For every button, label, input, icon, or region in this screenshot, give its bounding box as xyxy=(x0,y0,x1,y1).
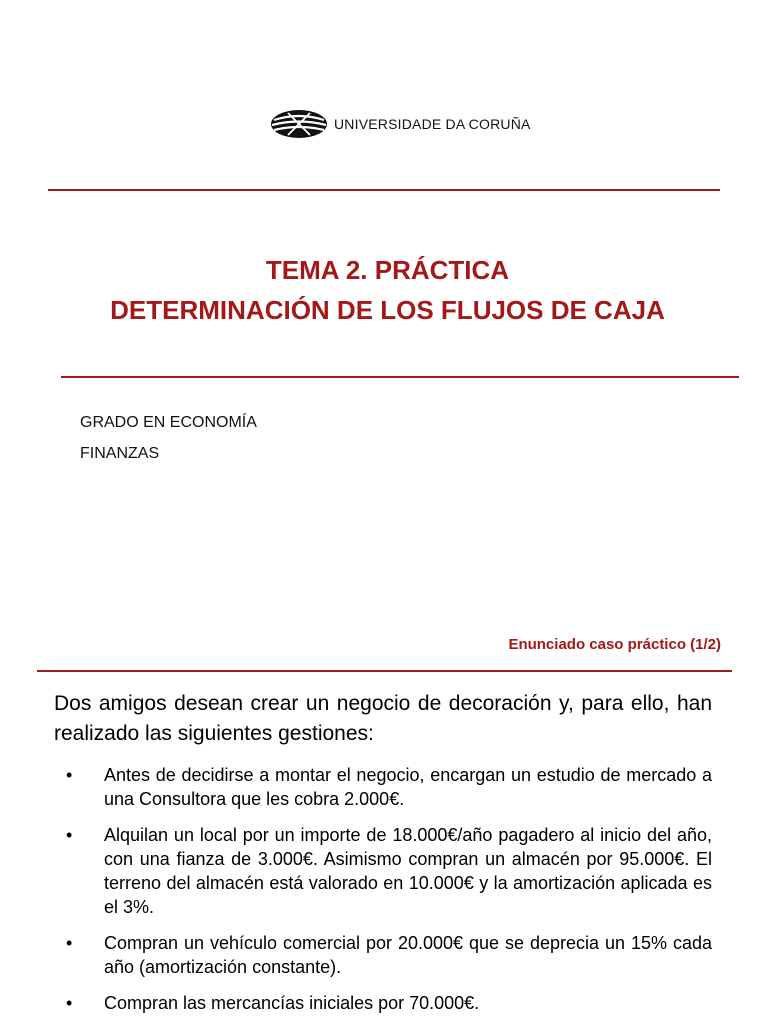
bullet-text: Compran las mercancías iniciales por 70.000€. xyxy=(104,993,480,1013)
subject-label: FINANZAS xyxy=(80,445,160,462)
divider-middle xyxy=(61,376,739,378)
university-logo xyxy=(270,108,531,140)
list-item xyxy=(66,823,712,919)
bullet-icon: • xyxy=(66,993,73,1013)
university-emblem-icon xyxy=(270,109,328,139)
intro-paragraph: Dos amigos desean crear un negocio de decoración y, para ello, han realizado las siguientes gestiones: xyxy=(54,692,712,745)
bullet-text: Compran un vehículo comercial por 20.000€ que se deprecia un 15% cada año (amortización constante). xyxy=(104,933,712,977)
bullet-icon: • xyxy=(66,765,73,785)
bullet-icon: • xyxy=(66,825,73,845)
list-item xyxy=(66,931,712,979)
page-title xyxy=(0,250,768,330)
bullet-icon: • xyxy=(66,933,73,953)
bullet-list xyxy=(66,763,712,1027)
bullet-text: Alquilan un local por un importe de 18.000€/año pagadero al inicio del año, con una fianza de 3.000€. Asimismo compran un almacén por 95.000€. El terreno del almacén está valorado en 10.000€ y la amortización aplicada es el 3%. xyxy=(104,825,712,917)
list-item xyxy=(66,763,712,811)
divider-section xyxy=(37,670,732,672)
list-item xyxy=(66,991,712,1015)
degree-label: GRADO EN ECONOMÍA xyxy=(80,414,257,431)
title-line-2: DETERMINACIÓN DE LOS FLUJOS DE CAJA xyxy=(110,295,665,325)
university-name: UNIVERSIDADE DA CORUÑA xyxy=(334,116,531,132)
title-line-1: TEMA 2. PRÁCTICA xyxy=(265,255,510,285)
bullet-text: Antes de decidirse a montar el negocio, encargan un estudio de mercado a una Consultora que les cobra 2.000€. xyxy=(104,765,712,809)
divider-top xyxy=(48,189,720,191)
section-label: Enunciado caso práctico (1/2) xyxy=(508,636,721,653)
